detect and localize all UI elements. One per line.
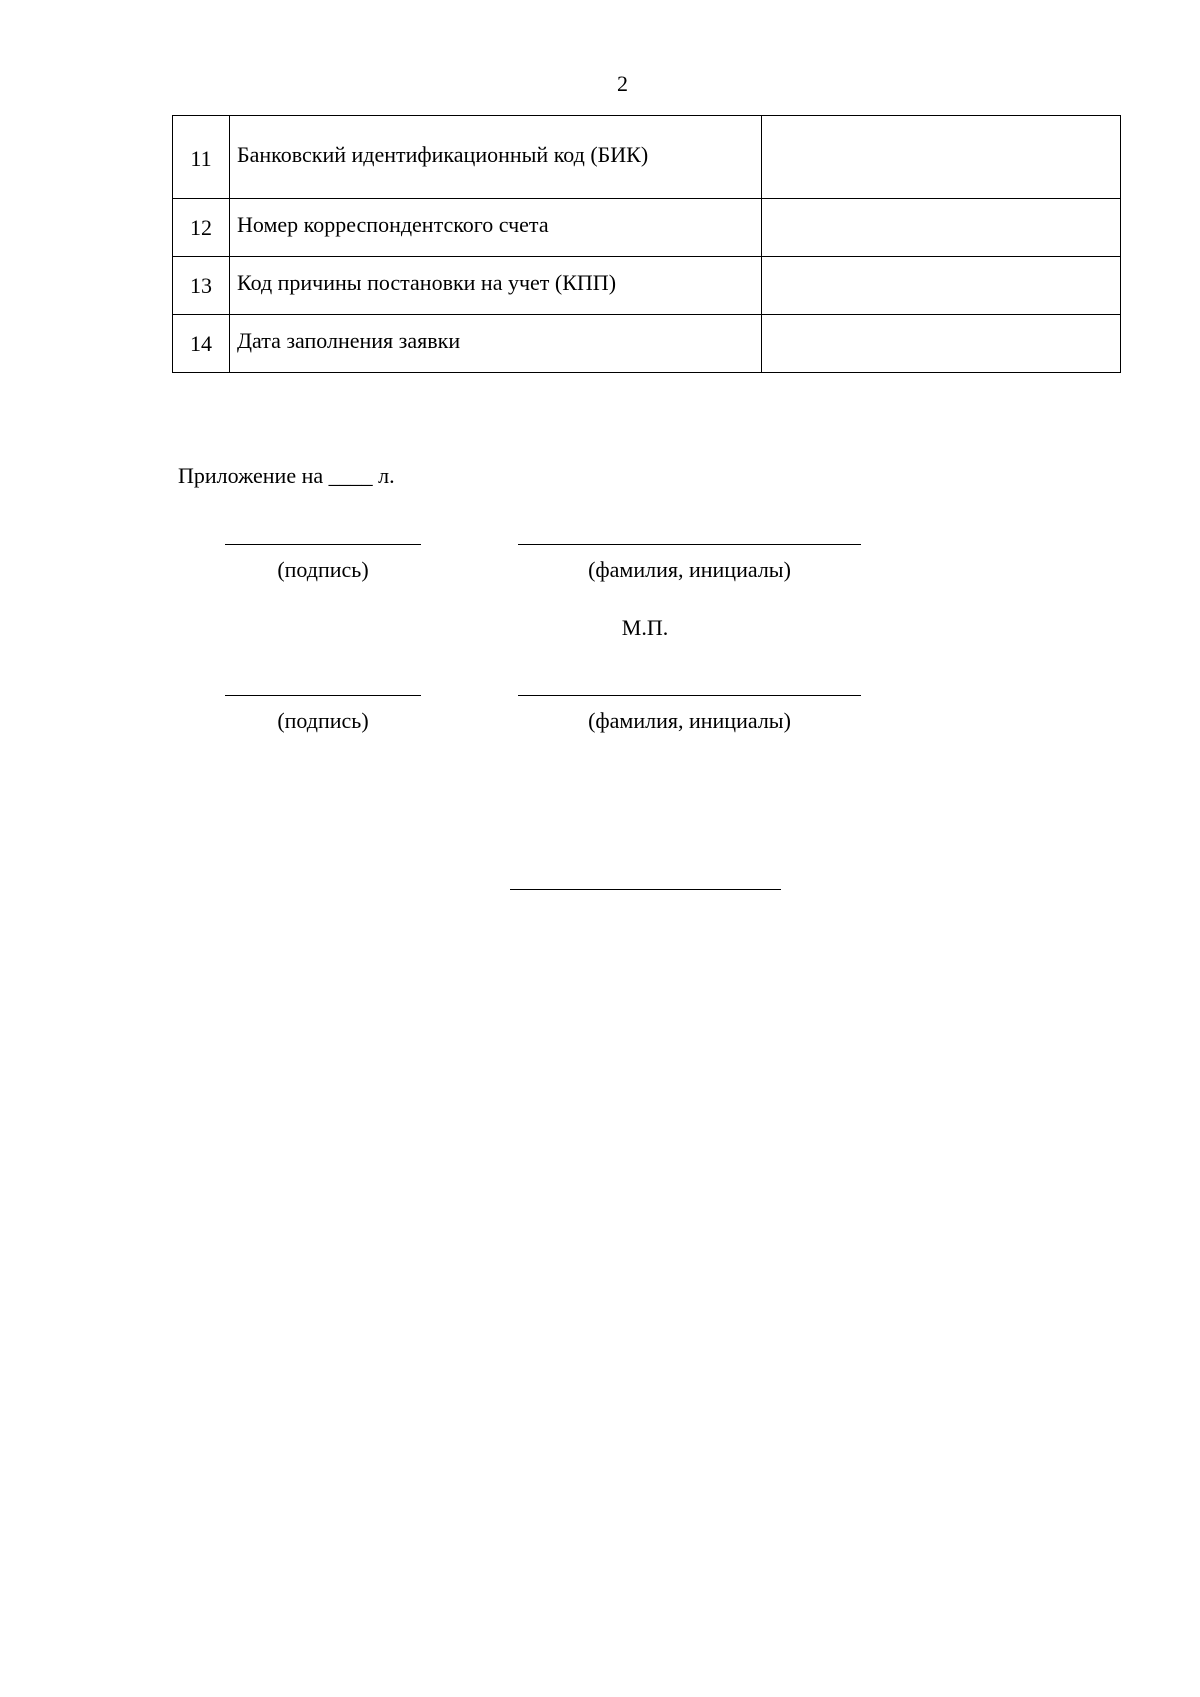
row-label: Дата заполнения заявки: [237, 327, 461, 353]
row-value-field[interactable]: [762, 315, 1121, 373]
page-number: 2: [617, 71, 628, 96]
table-row: [173, 315, 1121, 373]
row-label-cell: [230, 199, 762, 257]
row-number-cell: [173, 116, 230, 199]
name-caption: (фамилия, инициалы): [588, 557, 791, 582]
row-value-field[interactable]: [762, 257, 1121, 315]
signature-line[interactable]: [225, 695, 421, 696]
name-line[interactable]: [518, 544, 861, 545]
row-value-field[interactable]: [762, 199, 1121, 257]
table-row: [173, 116, 1121, 199]
table-row: [173, 199, 1121, 257]
signature-caption: (подпись): [277, 557, 369, 582]
row-number: 13: [190, 272, 212, 298]
row-number: 14: [190, 330, 212, 356]
row-label: Банковский идентификационный код (БИК): [237, 142, 649, 167]
row-number-cell: [173, 315, 230, 373]
requisites-table: [172, 115, 1121, 373]
row-number: 12: [190, 214, 212, 240]
name-line[interactable]: [518, 695, 861, 696]
row-label-cell: [230, 257, 762, 315]
document-end-divider: [510, 889, 781, 890]
row-number-cell: [173, 257, 230, 315]
row-label: Номер корреспондентского счета: [237, 211, 549, 237]
attachment-note: Приложение на ____ л.: [178, 463, 395, 488]
signature-caption: (подпись): [277, 708, 369, 733]
stamp-placeholder: М.П.: [621, 615, 669, 640]
table-row: [173, 257, 1121, 315]
row-number-cell: [173, 199, 230, 257]
row-value-field[interactable]: [762, 116, 1121, 199]
row-number: 11: [190, 146, 212, 171]
signature-line[interactable]: [225, 544, 421, 545]
row-label-cell: [230, 116, 762, 199]
row-label: Код причины постановки на учет (КПП): [237, 269, 617, 295]
name-caption: (фамилия, инициалы): [588, 708, 791, 733]
row-label-cell: [230, 315, 762, 373]
